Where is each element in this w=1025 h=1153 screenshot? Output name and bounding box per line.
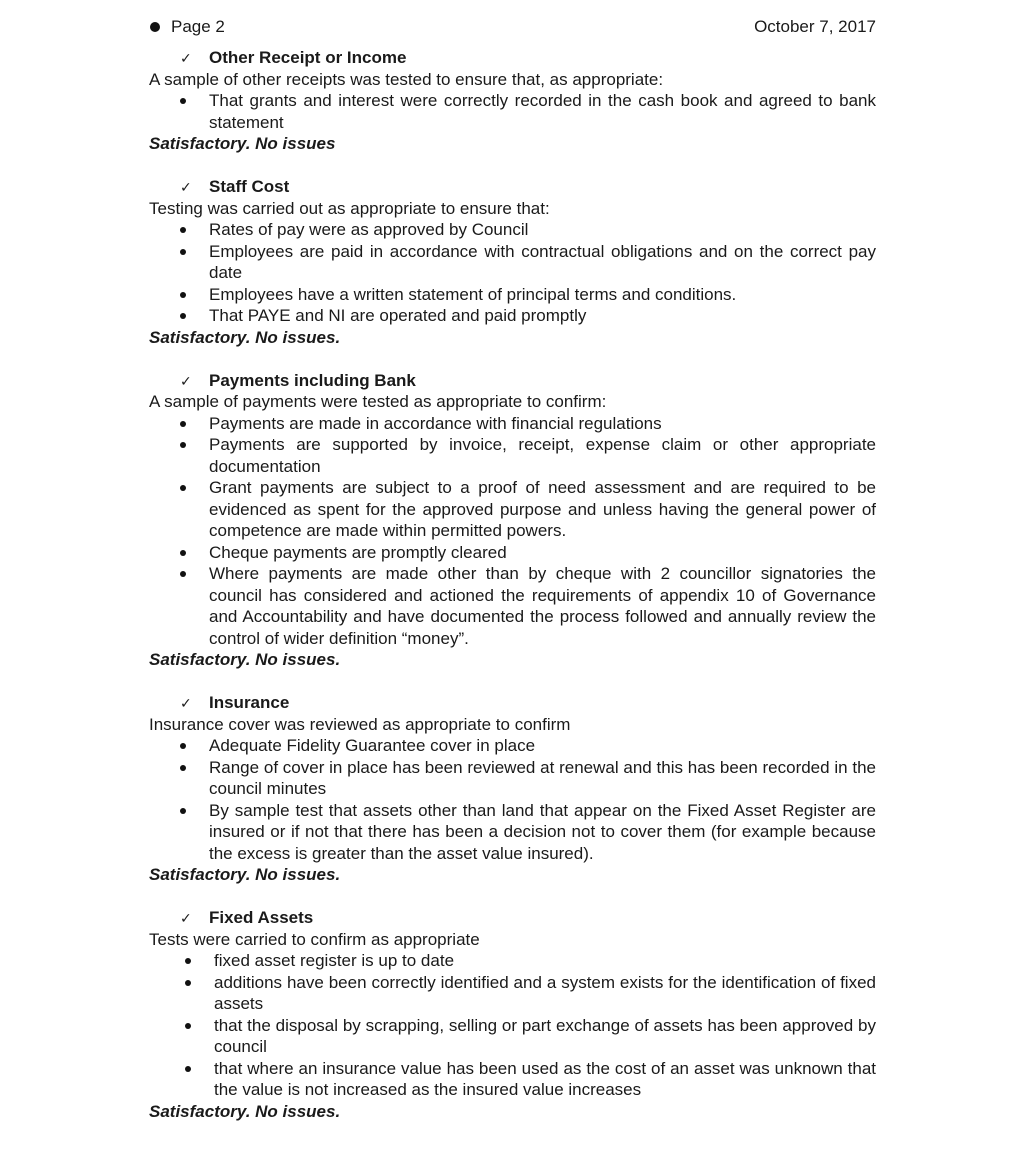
- section-verdict: Satisfactory. No issues: [149, 134, 336, 153]
- list-item: [149, 1058, 876, 1101]
- bullet-icon: [180, 227, 186, 233]
- bullet-icon: [180, 292, 186, 298]
- page-header: [149, 16, 876, 38]
- list-item-text: Payments are made in accordance with financial regulations: [209, 413, 662, 433]
- list-item-text: Where payments are made other than by cheque with 2 councillor signatories the council has considered and actioned the requirements of appendix 10 of Governance and Accountability and have documented the process followed and annually review the control of wider definition “money”.: [209, 564, 876, 648]
- bullet-icon: [180, 550, 186, 556]
- list-item: [149, 1015, 876, 1058]
- section-title: Fixed Assets: [209, 908, 314, 927]
- bullet-icon: [180, 442, 186, 448]
- bullet-icon: [185, 980, 191, 986]
- bullet-icon: [180, 485, 186, 491]
- bullet-icon: [180, 249, 186, 255]
- section-verdict: Satisfactory. No issues.: [149, 650, 341, 669]
- list-item-text: That PAYE and NI are operated and paid promptly: [209, 306, 587, 325]
- bullet-icon: [185, 958, 191, 964]
- page-label: Page 2: [171, 17, 225, 37]
- section-heading: [149, 692, 876, 714]
- list-item-text: Adequate Fidelity Guarantee cover in place: [209, 736, 536, 755]
- section-heading: [149, 176, 876, 198]
- bullet-dot-icon: [150, 22, 160, 32]
- list-item: [149, 950, 876, 972]
- list-item-text: By sample test that assets other than land that appear on the Fixed Asset Register are insured or if not that there has been a decision not to cover them (for example because the excess is greater than the asset value insured).: [209, 800, 876, 863]
- list-item: [149, 563, 876, 649]
- list-item: [149, 413, 876, 435]
- section-heading: [149, 907, 876, 929]
- bullet-list: [149, 90, 876, 133]
- checkmark-icon: ✓: [180, 911, 192, 927]
- bullet-list: [149, 950, 876, 1101]
- section-insurance: [149, 692, 876, 886]
- bullet-icon: [180, 313, 186, 319]
- section-intro: Testing was carried out as appropriate to ensure that:: [149, 198, 550, 218]
- section-intro: Tests were carried to confirm as appropriate: [149, 929, 480, 949]
- list-item-text: additions have been correctly identified and a system exists for the identification of fixed assets: [214, 972, 876, 1013]
- section-verdict: Satisfactory. No issues.: [149, 865, 341, 884]
- section-verdict: Satisfactory. No issues.: [149, 327, 341, 347]
- bullet-list: [149, 735, 876, 864]
- list-item: [149, 542, 876, 564]
- list-item-text: that where an insurance value has been used as the cost of an asset was unknown that the value is not increased as the insured value increases: [214, 1058, 876, 1099]
- section-staff-cost: [149, 176, 876, 348]
- document-page: [149, 16, 876, 1144]
- list-item-text: That grants and interest were correctly recorded in the cash book and agreed to bank statement: [209, 91, 876, 132]
- section-intro: A sample of payments were tested as appropriate to confirm:: [149, 392, 607, 411]
- bullet-list: [149, 413, 876, 650]
- checkmark-icon: ✓: [180, 51, 192, 67]
- checkmark-icon: ✓: [180, 696, 192, 712]
- bullet-icon: [180, 743, 186, 749]
- section-other-receipt: [149, 47, 876, 155]
- list-item: [149, 972, 876, 1015]
- section-intro: Insurance cover was reviewed as appropriate to confirm: [149, 714, 571, 734]
- list-item: [149, 477, 876, 542]
- section-title: Payments including Bank: [209, 370, 416, 390]
- list-item-text: Range of cover in place has been reviewed at renewal and this has been recorded in the council minutes: [209, 757, 876, 798]
- list-item-text: that the disposal by scrapping, selling or part exchange of assets has been approved by council: [214, 1015, 876, 1056]
- section-heading: [149, 47, 876, 69]
- bullet-icon: [180, 571, 186, 577]
- list-item-text: Rates of pay were as approved by Council: [209, 220, 529, 239]
- list-item: [149, 305, 876, 327]
- list-item: [149, 284, 876, 306]
- bullet-icon: [180, 765, 186, 771]
- list-item-text: Cheque payments are promptly cleared: [209, 542, 507, 562]
- list-item: [149, 241, 876, 284]
- bullet-icon: [180, 98, 186, 104]
- bullet-icon: [180, 808, 186, 814]
- section-heading: [149, 370, 876, 392]
- list-item: [149, 735, 876, 757]
- bullet-icon: [185, 1066, 191, 1072]
- section-title: Insurance: [209, 693, 290, 712]
- checkmark-icon: ✓: [180, 180, 192, 196]
- list-item-text: fixed asset register is up to date: [214, 951, 455, 970]
- list-item-text: Employees have a written statement of principal terms and conditions.: [209, 284, 737, 304]
- list-item: [149, 757, 876, 800]
- bullet-icon: [180, 421, 186, 427]
- section-title: Other Receipt or Income: [209, 48, 407, 67]
- list-item-text: Employees are paid in accordance with contractual obligations and on the correct pay date: [209, 241, 876, 282]
- list-item: [149, 434, 876, 477]
- section-intro: A sample of other receipts was tested to ensure that, as appropriate:: [149, 69, 664, 89]
- section-payments: [149, 370, 876, 671]
- list-item-text: Grant payments are subject to a proof of need assessment and are required to be evidenced as spent for the approved purpose and unless having the general power of competence are made within permitted powers.: [209, 478, 876, 540]
- list-item: [149, 219, 876, 241]
- list-item: [149, 90, 876, 133]
- section-title: Staff Cost: [209, 177, 290, 196]
- checkmark-icon: ✓: [180, 373, 192, 390]
- page-indicator: [149, 16, 225, 38]
- section-verdict: Satisfactory. No issues.: [149, 1101, 341, 1121]
- section-fixed-assets: [149, 907, 876, 1122]
- header-date: October 7, 2017: [754, 17, 876, 37]
- bullet-icon: [185, 1023, 191, 1029]
- list-item-text: Payments are supported by invoice, receipt, expense claim or other appropriate documentation: [209, 435, 876, 476]
- bullet-list: [149, 219, 876, 327]
- list-item: [149, 800, 876, 865]
